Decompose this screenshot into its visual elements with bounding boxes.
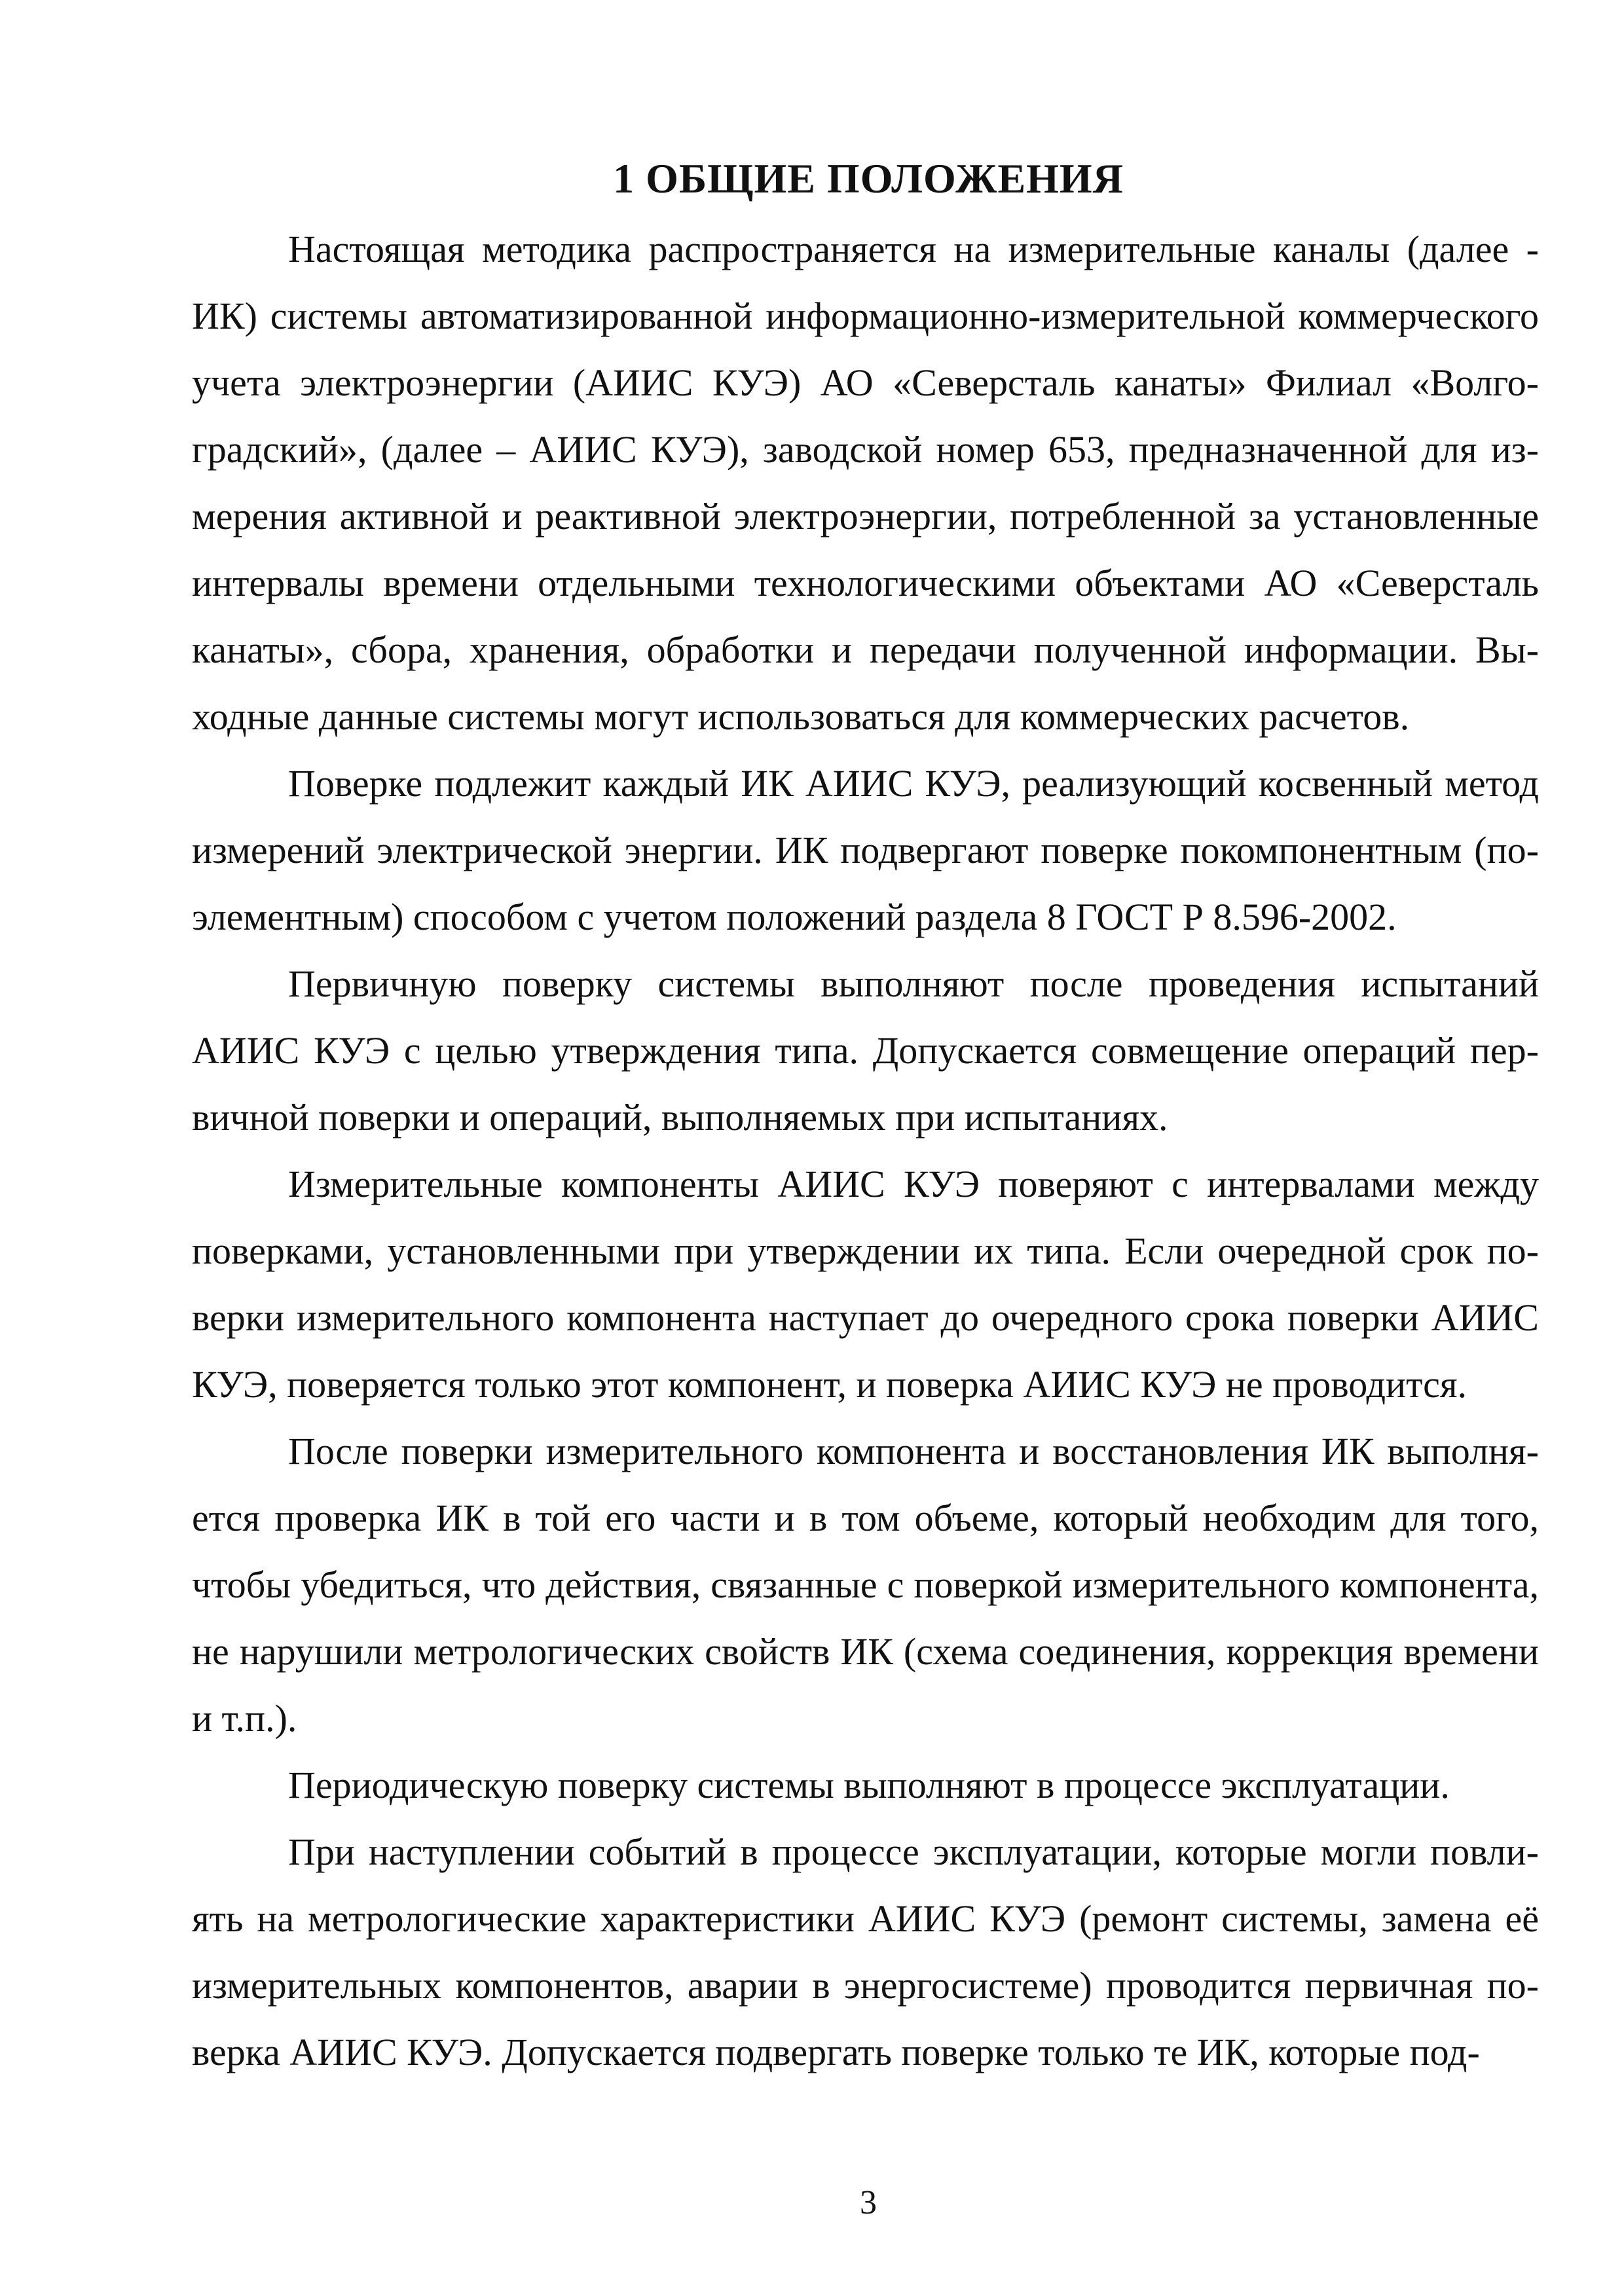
paragraph-events-during-operation: При наступлении событий в процессе эксплуатации, которые могли повлиять на метрологические характеристики АИИС КУЭ (ремонт системы, замена её измерительных компонентов, аварии в энергосистеме) проводится первичная поверка АИИС КУЭ. Допускается подвергать поверке только те ИК, которые под- [192, 1831, 1539, 2073]
paragraph-periodic-verification: Периодическую поверку системы выполняют в процессе эксплуатации. [288, 1764, 1450, 1806]
paragraph-verification-subject: Поверке подлежит каждый ИК АИИС КУЭ, реализующий косвенный метод измерений электрической энергии. ИК подвергают поверке покомпонентным (поэлементным) способом с учетом положений раздела 8 ГОСТ Р 8.596-2002. [192, 762, 1539, 938]
paragraph-after-component-verification: После поверки измерительного компонента и восстановления ИК выполняется проверка ИК в той его части и в том объеме, который необходим для того, чтобы убедиться, что действия, связанные с поверкой измерительного компонента, не нарушили метрологических свойств ИК (схема соединения, коррекция времени и т.п.). [192, 1430, 1539, 1740]
page-number: 3 [860, 2184, 877, 2221]
section-title: 1 ОБЩИЕ ПОЛОЖЕНИЯ [613, 155, 1124, 202]
paragraph-primary-verification: Первичную поверку системы выполняют после проведения испытаний АИИС КУЭ с целью утверждения типа. Допускается совмещение операций первичной поверки и операций, выполняемых при испытаниях. [192, 962, 1539, 1139]
paragraph-scope: Настоящая методика распространяется на измерительные каналы (далее - ИК) системы автоматизированной информационно-измерительной коммерческого учета электроэнергии (АИИС КУЭ) АО «Северсталь канаты» Филиал «Волгоградский», (далее – АИИС КУЭ), заводской номер 653, предназначенной для измерения активной и реактивной электроэнергии, потребленной за установленные интервалы времени отдельными технологическими объектами АО «Северсталь канаты», сбора, хранения, обработки и передачи полученной информации. Выходные данные системы могут использоваться для коммерческих расчетов. [192, 228, 1539, 738]
document-body [192, 216, 1539, 2086]
paragraph-component-intervals: Измерительные компоненты АИИС КУЭ поверяют с интервалами между поверками, установленными при утверждении их типа. Если очередной срок поверки измерительного компонента наступает до очередного срока поверки АИИС КУЭ, поверяется только этот компонент, и поверка АИИС КУЭ не проводится. [192, 1163, 1539, 1406]
